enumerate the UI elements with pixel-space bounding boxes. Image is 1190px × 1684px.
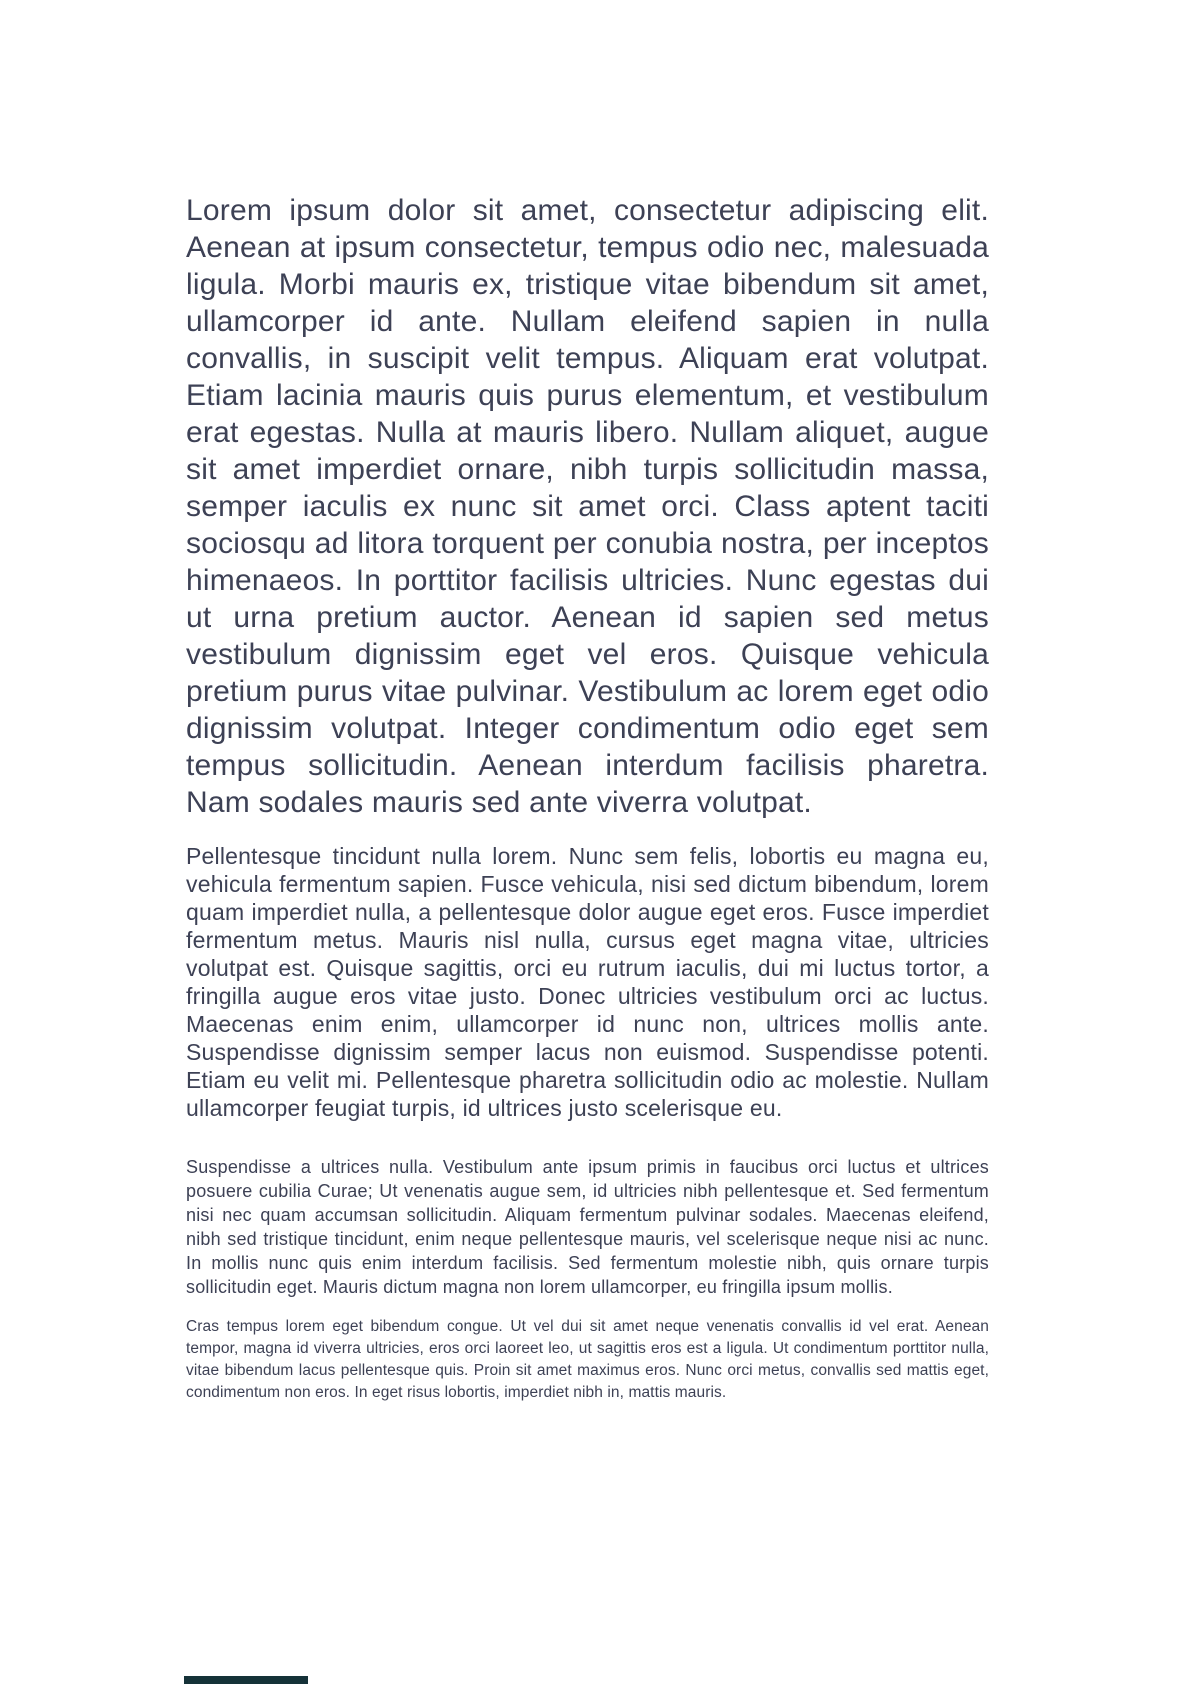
paragraph-1: Lorem ipsum dolor sit amet, consectetur adipiscing elit. Aenean at ipsum consectetur, tempus odio nec, malesuada ligula. Morbi mauris ex, tristique vitae bibendum sit amet, ullamcorper id ante. Nullam eleifend sapien in nulla convallis, in suscipit velit tempus. Aliquam erat volutpat. Etiam lacinia mauris quis purus elementum, et vestibulum erat egestas. Nulla at mauris libero. Nullam aliquet, augue sit amet imperdiet ornare, nibh turpis sollicitudin massa, semper iaculis ex nunc sit amet orci. Class aptent taciti sociosqu ad litora torquent per conubia nostra, per inceptos himenaeos. In porttitor facilisis ultricies. Nunc egestas dui ut urna pretium auctor. Aenean id sapien sed metus vestibulum dignissim eget vel eros. Quisque vehicula pretium purus vitae pulvinar. Vestibulum ac lorem eget odio dignissim volutpat. Integer condimentum odio eget sem tempus sollicitudin. Aenean interdum facilisis pharetra. Nam sodales mauris sed ante viverra volutpat. [186,194,989,819]
text-column [186,192,989,1404]
paragraph-4: Cras tempus lorem eget bibendum congue. Ut vel dui sit amet neque venenatis convallis id vel erat. Aenean tempor, magna id viverra ultricies, eros orci laoreet leo, ut sagittis eros est a ligula. Ut condimentum porttitor nulla, vitae bibendum lacus pellentesque quis. Proin sit amet maximus eros. Nunc orci metus, convallis sed mattis eget, condimentum non eros. In eget risus lobortis, imperdiet nibh in, mattis mauris. [186,1318,989,1401]
paragraph-3: Suspendisse a ultrices nulla. Vestibulum ante ipsum primis in faucibus orci luctus et ultrices posuere cubilia Curae; Ut venenatis augue sem, id ultricies nibh pellentesque et. Sed fermentum nisi nec quam accumsan sollicitudin. Aliquam fermentum pulvinar sodales. Maecenas eleifend, nibh sed tristique tincidunt, enim neque pellentesque mauris, vel scelerisque neque nisi ac nunc. In mollis nunc quis enim interdum facilisis. Sed fermentum molestie nibh, quis ornare turpis sollicitudin eget. Mauris dictum magna non lorem ullamcorper, eu fringilla ipsum mollis. [186,1157,989,1297]
partial-footer-bar [184,1676,308,1684]
paragraph-2: Pellentesque tincidunt nulla lorem. Nunc sem felis, lobortis eu magna eu, vehicula fermentum sapien. Fusce vehicula, nisi sed dictum bibendum, lorem quam imperdiet nulla, a pellentesque dolor augue eget eros. Fusce imperdiet fermentum metus. Mauris nisl nulla, cursus eget magna vitae, ultricies volutpat est. Quisque sagittis, orci eu rutrum iaculis, dui mi luctus tortor, a fringilla augue eros vitae justo. Donec ultricies vestibulum orci ac luctus. Maecenas enim enim, ullamcorper id nunc non, ultrices mollis ante. Suspendisse dignissim semper lacus non euismod. Suspendisse potenti. Etiam eu velit mi. Pellentesque pharetra sollicitudin odio ac molestie. Nullam ullamcorper feugiat turpis, id ultrices justo scelerisque eu. [186,843,989,1121]
